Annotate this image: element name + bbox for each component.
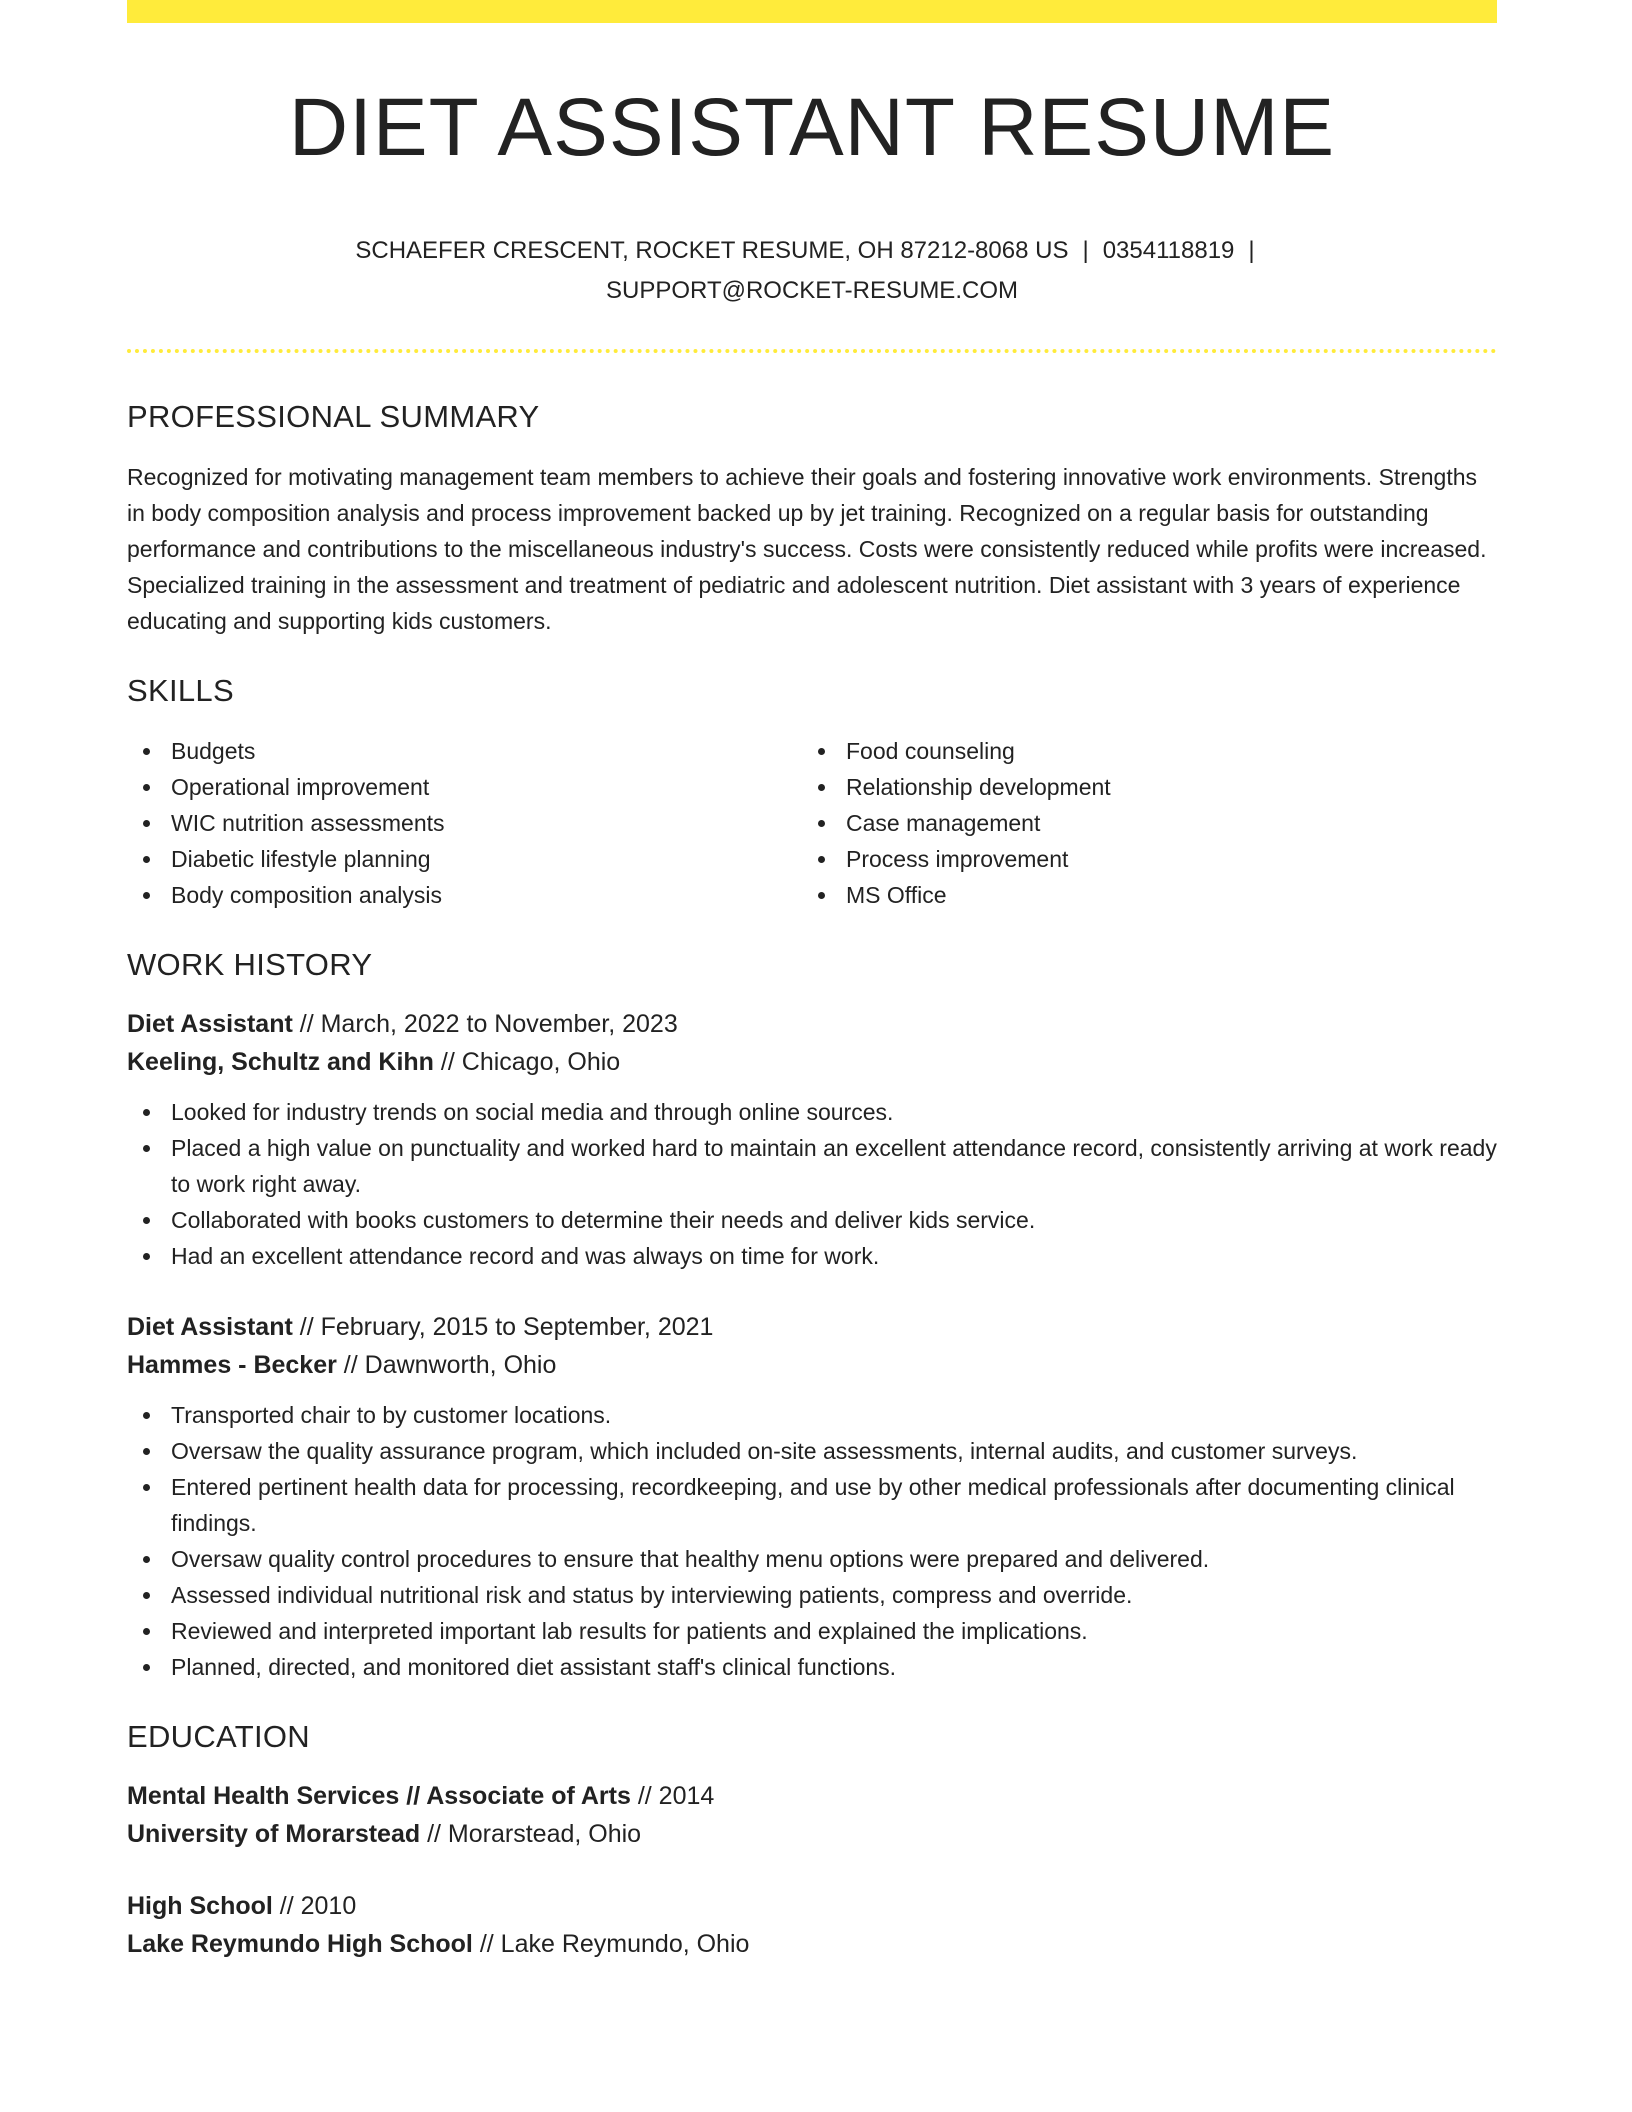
degree-line: [127, 1777, 1497, 1815]
job-entry: [127, 1005, 1497, 1274]
job-bullet: Looked for industry trends on social media and through online sources.: [127, 1094, 1497, 1130]
job-bullet: Assessed individual nutritional risk and status by interviewing patients, compress and override.: [127, 1577, 1497, 1613]
section-title-education: EDUCATION: [127, 1719, 310, 1755]
skill-item: MS Office: [802, 877, 1477, 913]
company-name: Keeling, Schultz and Kihn: [127, 1048, 434, 1077]
job-company-line: [127, 1346, 1497, 1384]
section-title-work-history: WORK HISTORY: [127, 947, 373, 983]
summary-text: Recognized for motivating management team members to achieve their goals and fostering innovative work environments. Strengths in body composition analysis and process improvement backed up by jet training. Recognized on a regular basis for outstanding performance and contributions to the miscellaneous industry's success. Costs were consistently reduced while profits were increased. Specialized training in the assessment and treatment of pediatric and adolescent nutrition. Diet assistant with 3 years of experience educating and supporting kids customers.: [127, 464, 1487, 635]
school-line: [127, 1815, 1497, 1853]
job-title: Diet Assistant: [127, 1313, 293, 1342]
skill-item: Diabetic lifestyle planning: [127, 841, 802, 877]
job-bullet: Transported chair to by customer locations.: [127, 1397, 1497, 1433]
contact-info: [312, 231, 1312, 311]
skill-item: Budgets: [127, 733, 802, 769]
degree: High School: [127, 1892, 273, 1921]
skill-item: Relationship development: [802, 769, 1477, 805]
school-name: University of Morarstead: [127, 1820, 421, 1849]
email: SUPPORT@ROCKET-RESUME.COM: [606, 277, 1018, 305]
accent-bar: [127, 0, 1497, 23]
company-name: Hammes - Becker: [127, 1351, 337, 1380]
job-company-line: [127, 1043, 1497, 1081]
job-title-line: [127, 1308, 1497, 1346]
skills-column-right: [802, 733, 1477, 913]
job-title-line: [127, 1005, 1497, 1043]
job-bullet: Planned, directed, and monitored diet assistant staff's clinical functions.: [127, 1649, 1497, 1685]
job-dates: // February, 2015 to September, 2021: [299, 1313, 714, 1342]
job-bullet: Entered pertinent health data for processing, recordkeeping, and use by other medical professionals after documenting clinical findings.: [127, 1469, 1497, 1541]
job-entry: [127, 1308, 1497, 1685]
job-bullet: Oversaw the quality assurance program, which included on-site assessments, internal audits, and customer surveys.: [127, 1433, 1497, 1469]
skills-column-left: [127, 733, 802, 913]
job-bullet: Placed a high value on punctuality and worked hard to maintain an excellent attendance record, consistently arriving at work ready to work right away.: [127, 1130, 1497, 1202]
skill-item: Process improvement: [802, 841, 1477, 877]
skill-item: Body composition analysis: [127, 877, 802, 913]
job-dates: // March, 2022 to November, 2023: [299, 1010, 678, 1039]
education-entry: [127, 1887, 1497, 1963]
separator: |: [1248, 237, 1255, 265]
school-location: // Lake Reymundo, Ohio: [479, 1930, 750, 1959]
address: SCHAEFER CRESCENT, ROCKET RESUME, OH 87212-8068 US: [355, 237, 1069, 265]
resume-title: DIET ASSISTANT RESUME: [288, 82, 1336, 173]
education-year: // 2014: [637, 1782, 715, 1811]
section-title-skills: SKILLS: [127, 673, 234, 709]
school-name: Lake Reymundo High School: [127, 1930, 473, 1959]
resume-page: [127, 0, 1497, 1963]
job-bullets: [127, 1397, 1497, 1685]
degree: Mental Health Services // Associate of Arts: [127, 1782, 631, 1811]
job-bullet: Oversaw quality control procedures to ensure that healthy menu options were prepared and delivered.: [127, 1541, 1497, 1577]
phone: 0354118819: [1102, 237, 1235, 265]
skill-item: Operational improvement: [127, 769, 802, 805]
job-bullet: Collaborated with books customers to determine their needs and deliver kids service.: [127, 1202, 1497, 1238]
degree-line: [127, 1887, 1497, 1925]
job-title: Diet Assistant: [127, 1010, 293, 1039]
education-year: // 2010: [279, 1892, 357, 1921]
dotted-divider: [127, 349, 1497, 353]
education-entry: [127, 1777, 1497, 1853]
skill-item: WIC nutrition assessments: [127, 805, 802, 841]
school-line: [127, 1925, 1497, 1963]
job-location: // Chicago, Ohio: [440, 1048, 621, 1077]
separator: |: [1082, 237, 1089, 265]
skills-list: [127, 733, 1497, 913]
job-bullet: Had an excellent attendance record and was always on time for work.: [127, 1238, 1497, 1274]
job-bullet: Reviewed and interpreted important lab results for patients and explained the implications.: [127, 1613, 1497, 1649]
section-title-summary: PROFESSIONAL SUMMARY: [127, 399, 540, 435]
skill-item: Case management: [802, 805, 1477, 841]
job-location: // Dawnworth, Ohio: [343, 1351, 557, 1380]
job-bullets: [127, 1094, 1497, 1274]
skill-item: Food counseling: [802, 733, 1477, 769]
school-location: // Morarstead, Ohio: [427, 1820, 642, 1849]
